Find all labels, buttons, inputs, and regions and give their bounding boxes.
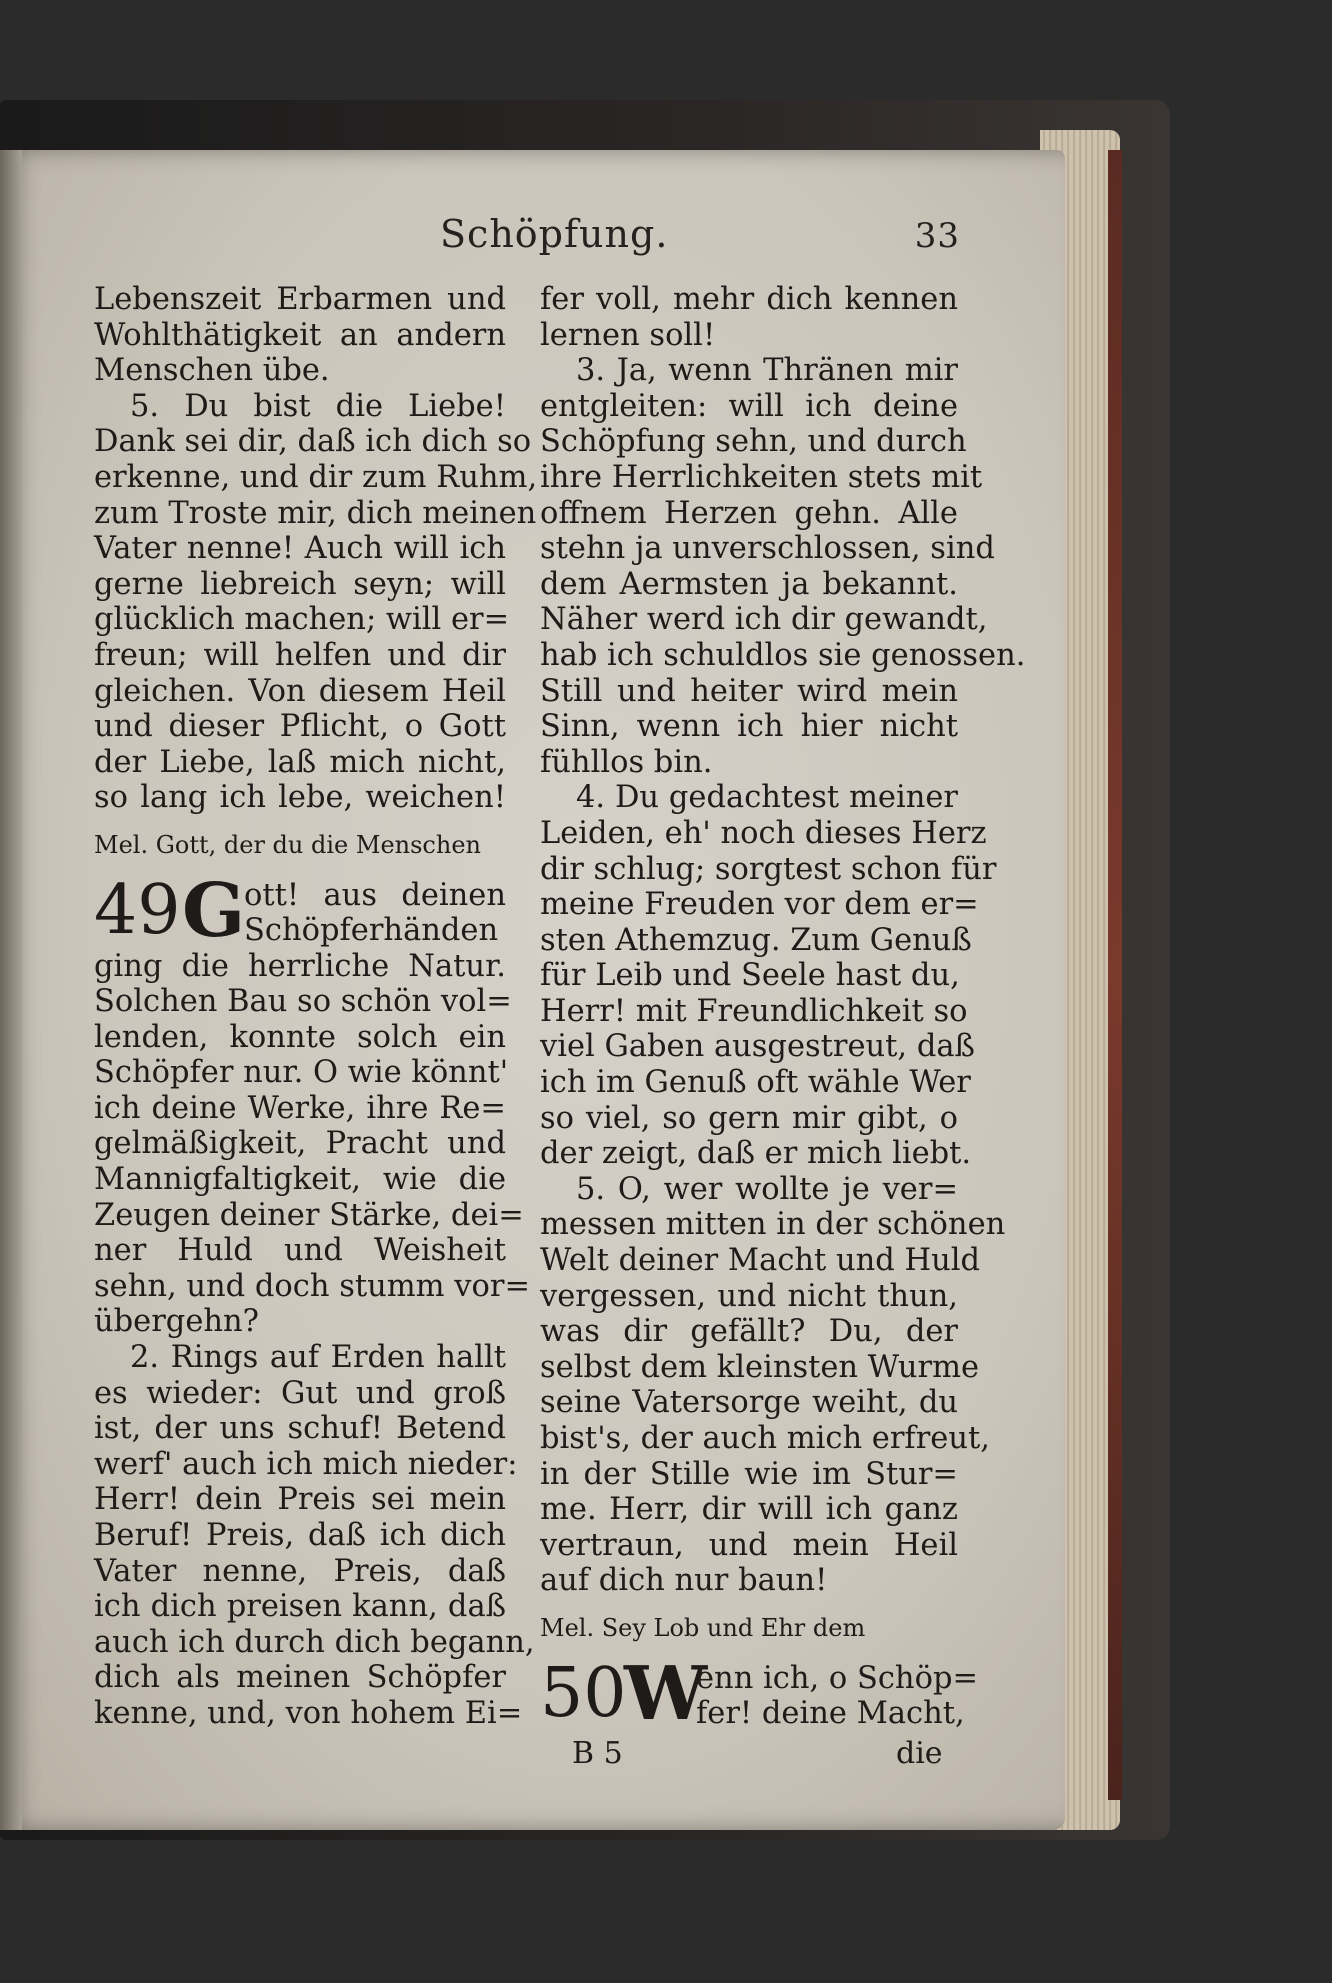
text-line: lernen soll!	[540, 317, 716, 353]
hymn-50-start	[540, 1650, 979, 1737]
text-line: so viel, so gern mir gibt, o	[540, 1100, 958, 1136]
text-line: ging die herrliche Natur.	[94, 948, 506, 984]
text-line: dir schlug; sorgtest schon für	[540, 851, 997, 887]
text-line: sten Athemzug. Zum Genuß	[540, 922, 972, 958]
text-line: Schöpfung sehn, und durch	[540, 424, 967, 460]
text-line: es wieder: Gut und groß	[94, 1375, 506, 1411]
text-line: übergehn?	[94, 1304, 260, 1340]
text-line: ist, der uns schuf! Betend	[94, 1411, 506, 1447]
hymn-49-verse-2	[94, 1340, 535, 1732]
hymn-number: 49	[94, 870, 181, 950]
melody-line: Mel. Gott, der du die Menschen	[94, 830, 481, 859]
text-line: Zeugen deiner Stärke, dei=	[94, 1197, 524, 1233]
text-line: lenden, konnte solch ein	[94, 1019, 506, 1055]
text-line: 5. O, wer wollte je ver=	[576, 1171, 958, 1207]
text-line: vergessen, und nicht thun,	[540, 1278, 958, 1314]
page-gutter	[0, 150, 22, 1830]
catchword: die	[896, 1736, 943, 1771]
text-line: gelmäßigkeit, Pracht und	[94, 1126, 506, 1162]
running-head	[440, 212, 960, 262]
text-line: ich deine Werke, ihre Re=	[94, 1090, 506, 1126]
signature-mark: B 5	[572, 1736, 623, 1771]
text-line: freun; will helfen und dir	[94, 637, 506, 673]
text-line: vertraun, und mein Heil	[540, 1527, 958, 1563]
right-verse-3	[540, 353, 1026, 780]
text-line: auch ich durch dich begann,	[94, 1624, 535, 1660]
text-line: Lebenszeit Erbarmen und	[94, 282, 506, 317]
text-line: Welt deiner Macht und Huld	[540, 1243, 981, 1279]
text-line: Herr! dein Preis sei mein	[94, 1482, 506, 1518]
right-lines-before	[540, 282, 958, 353]
melody-line: Mel. Sey Lob und Ehr dem	[540, 1613, 866, 1642]
text-line: Schöpferhänden	[244, 913, 499, 949]
text-line: für Leib und Seele hast du,	[540, 958, 960, 994]
text-line: Beruf! Preis, daß ich dich	[94, 1518, 506, 1553]
text-line: fühllos bin.	[540, 744, 713, 780]
left-lines-before	[94, 282, 506, 389]
text-line: Dank sei dir, daß ich dich so	[94, 424, 532, 460]
text-line: der Liebe, laß mich nicht,	[94, 744, 506, 780]
hymn-first-lines	[696, 1660, 979, 1732]
text-line: 5. Du bist die Liebe!	[130, 388, 506, 424]
right-column	[540, 282, 1026, 1737]
text-line: was dir gefällt? Du, der	[540, 1314, 958, 1350]
text-line: entgleiten: will ich deine	[540, 388, 958, 424]
text-line: viel Gaben ausgestreut, daß	[540, 1029, 975, 1065]
text-line: 4. Du gedachtest meiner	[576, 780, 958, 816]
text-line: Still und heiter wird mein	[540, 673, 958, 709]
text-line: me. Herr, dir will ich ganz	[540, 1492, 958, 1528]
text-line: messen mitten in der schönen	[540, 1207, 1006, 1243]
text-line: zum Troste mir, dich meinen	[94, 495, 537, 531]
text-line: ihre Herrlichkeiten stets mit	[540, 459, 983, 495]
hymn-49-start	[94, 867, 506, 954]
text-line: seine Vatersorge weiht, du	[540, 1385, 958, 1421]
text-line: dich als meinen Schöpfer	[94, 1660, 506, 1696]
text-line: ich dich preisen kann, daß	[94, 1589, 506, 1625]
text-line: so lang ich lebe, weichen!	[94, 780, 506, 816]
text-line: Sinn, wenn ich hier nicht	[540, 709, 958, 745]
text-line: ich im Genuß oft wähle Wer	[540, 1065, 971, 1101]
text-line: hab ich schuldlos sie genossen.	[540, 637, 1026, 673]
hymn-49-body	[94, 948, 531, 1341]
right-verse-4	[540, 780, 997, 1172]
text-line: 2. Rings auf Erden hallt	[130, 1340, 506, 1376]
text-line: gerne liebreich seyn; will	[94, 566, 506, 602]
right-verse-5	[540, 1171, 1006, 1599]
text-line: 3. Ja, wenn Thränen mir	[576, 353, 958, 389]
text-line: in der Stille wie im Stur=	[540, 1456, 958, 1492]
text-line: meine Freuden vor dem er=	[540, 887, 979, 923]
text-line: Schöpfer nur. O wie könnt'	[94, 1055, 509, 1091]
text-line: Leiden, eh' noch dieses Herz	[540, 815, 987, 851]
text-line: Menschen übe.	[94, 353, 330, 389]
text-line: Vater nenne, Preis, daß	[94, 1553, 506, 1589]
red-page-edge	[1108, 150, 1122, 1800]
text-line: Solchen Bau so schön vol=	[94, 984, 512, 1020]
hymn-first-lines	[244, 878, 506, 949]
text-line: stehn ja unverschlossen, sind	[540, 531, 995, 567]
page-number: 33	[914, 216, 960, 256]
text-line: fer! deine Macht,	[696, 1696, 965, 1732]
text-line: Wohlthätigkeit an andern	[94, 317, 506, 353]
drop-cap: G	[182, 867, 246, 954]
text-line: Mannigfaltigkeit, wie die	[94, 1162, 506, 1198]
running-head-title: Schöpfung.	[440, 212, 669, 256]
text-line: Herr! mit Freundlichkeit so	[540, 993, 968, 1029]
text-line: werf' auch ich mich nieder:	[94, 1446, 518, 1482]
text-line: ott! aus deinen	[244, 877, 506, 913]
text-line: sehn, und doch stumm vor=	[94, 1268, 531, 1304]
text-line: gleichen. Von diesem Heil	[94, 673, 506, 709]
text-line: Näher werd ich dir gewandt,	[540, 602, 988, 638]
text-line: enn ich, o Schöp=	[696, 1660, 979, 1696]
text-line: erkenne, und dir zum Ruhm,	[94, 459, 538, 495]
text-line: der zeigt, daß er mich liebt.	[540, 1136, 972, 1172]
text-line: auf dich nur baun!	[540, 1563, 828, 1599]
hymn-number: 50	[540, 1653, 627, 1733]
text-line: ner Huld und Weisheit	[94, 1233, 506, 1269]
text-line: glücklich machen; will er=	[94, 602, 510, 638]
drop-cap: W	[624, 1650, 708, 1737]
left-column	[94, 282, 538, 1732]
text-line: selbst dem kleinsten Wurme	[540, 1349, 980, 1385]
text-line: fer voll, mehr dich kennen	[540, 282, 958, 317]
text-line: offnem Herzen gehn. Alle	[540, 495, 958, 531]
text-line: und dieser Pflicht, o Gott	[94, 709, 506, 745]
text-line: dem Aermsten ja bekannt.	[540, 566, 958, 602]
left-verse-5	[94, 388, 538, 816]
text-line: Vater nenne! Auch will ich	[94, 531, 506, 567]
text-line: kenne, und, von hohem Ei=	[94, 1695, 523, 1731]
text-line: bist's, der auch mich erfreut,	[540, 1421, 990, 1456]
